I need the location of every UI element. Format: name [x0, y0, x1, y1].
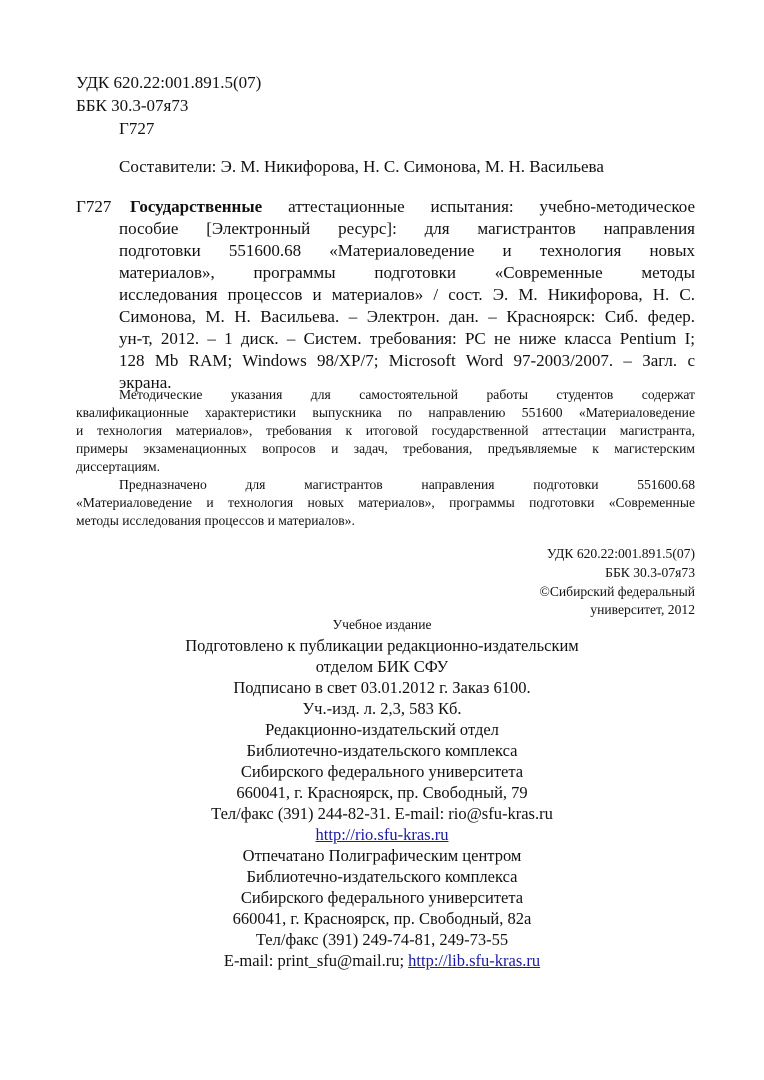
- imprint-line: Отпечатано Полиграфическим центром: [242, 846, 522, 865]
- udk-code: УДК 620.22:001.891.5(07): [76, 73, 262, 92]
- entry-first-line-rest: аттестационные испытания: учебно-методическое: [288, 197, 695, 216]
- entry-first-line: [130, 196, 695, 217]
- abstract-last-line: диссертациям.: [76, 459, 161, 474]
- rio-site-link[interactable]: http://rio.sfu-kras.ru: [315, 825, 449, 844]
- imprint-link-row: [0, 824, 764, 845]
- print-email: E-mail: print_sfu@mail.ru;: [223, 951, 409, 970]
- copyright-year: университет, 2012: [590, 602, 695, 617]
- imprint-email-row: [0, 950, 764, 971]
- imprint-line: 660041, г. Красноярск, пр. Свободный, 79: [236, 783, 528, 802]
- entry-line: материалов», программы подготовки «Современные методы: [119, 263, 695, 282]
- abstract-line: квалификационные характеристики выпускника по направлению 551600 «Материаловедение: [76, 405, 695, 420]
- imprint-line: Подготовлено к публикации редакционно-издательским: [185, 636, 579, 655]
- entry-line: ун-т, 2012. – 1 диск. – Систем. требования: PC не ниже класса Pentium I;: [119, 329, 695, 348]
- imprint-line: 660041, г. Красноярск, пр. Свободный, 82а: [232, 909, 532, 928]
- imprint-line: Библиотечно-издательского комплекса: [246, 867, 518, 886]
- entry-line: подготовки 551600.68 «Материаловедение и технология новых: [119, 241, 695, 260]
- entry-line: 128 Mb RAM; Windows 98/XP/7; Microsoft Word 97-2003/2007. – Загл. с: [119, 351, 695, 370]
- abstract-line: Методические указания для самостоятельной работы студентов содержат: [119, 387, 695, 402]
- copyright-udk: УДК 620.22:001.891.5(07): [546, 546, 695, 561]
- imprint-line: Редакционно-издательский отдел: [265, 720, 499, 739]
- lib-site-link[interactable]: http://lib.sfu-kras.ru: [408, 951, 541, 970]
- bbk-code: ББК 30.3-07я73: [76, 96, 189, 115]
- author-sign: Г727: [119, 119, 155, 138]
- entry-line: Симонова, М. Н. Васильева. – Электрон. дан. – Красноярск: Сиб. федер.: [119, 307, 695, 326]
- edition-type: Учебное издание: [332, 617, 432, 632]
- imprint-line: Уч.-изд. л. 2,3, 583 Кб.: [302, 699, 462, 718]
- copyright-bbk: ББК 30.3-07я73: [605, 565, 695, 580]
- imprint-line: Тел/факс (391) 249-74-81, 249-73-55: [255, 930, 509, 949]
- purpose-line: «Материаловедение и технология новых материалов», программы подготовки «Современные: [76, 495, 695, 510]
- entry-line: пособие [Электронный ресурс]: для магистрантов направления: [119, 219, 695, 238]
- entry-code: Г727: [76, 197, 112, 216]
- imprint-line: Подписано в свет 03.01.2012 г. Заказ 6100.: [233, 678, 531, 697]
- copyright-holder: ©Сибирский федеральный: [539, 584, 695, 599]
- imprint-line: отделом БИК СФУ: [315, 657, 449, 676]
- abstract-line: и технология материалов», требования к итоговой государственной аттестации магистранта,: [76, 423, 695, 438]
- entry-last-line: экрана.: [119, 373, 172, 392]
- compilers-line: Составители: Э. М. Никифорова, Н. С. Симонова, М. Н. Васильева: [119, 157, 604, 176]
- imprint-line: Библиотечно-издательского комплекса: [246, 741, 518, 760]
- entry-title: Государственные: [130, 197, 263, 216]
- entry-line: исследования процессов и материалов» / сост. Э. М. Никифорова, Н. С.: [119, 285, 695, 304]
- abstract-line: примеры экзаменационных вопросов и задач, требования, предъявляемые к магистерским: [76, 441, 695, 456]
- imprint-line: Сибирского федерального университета: [240, 762, 524, 781]
- purpose-line: Предназначено для магистрантов направления подготовки 551600.68: [119, 477, 695, 492]
- imprint-line: Сибирского федерального университета: [240, 888, 524, 907]
- purpose-last-line: методы исследования процессов и материалов».: [76, 513, 355, 528]
- imprint-line: Тел/факс (391) 244-82-31. E-mail: rio@sfu-kras.ru: [211, 804, 553, 823]
